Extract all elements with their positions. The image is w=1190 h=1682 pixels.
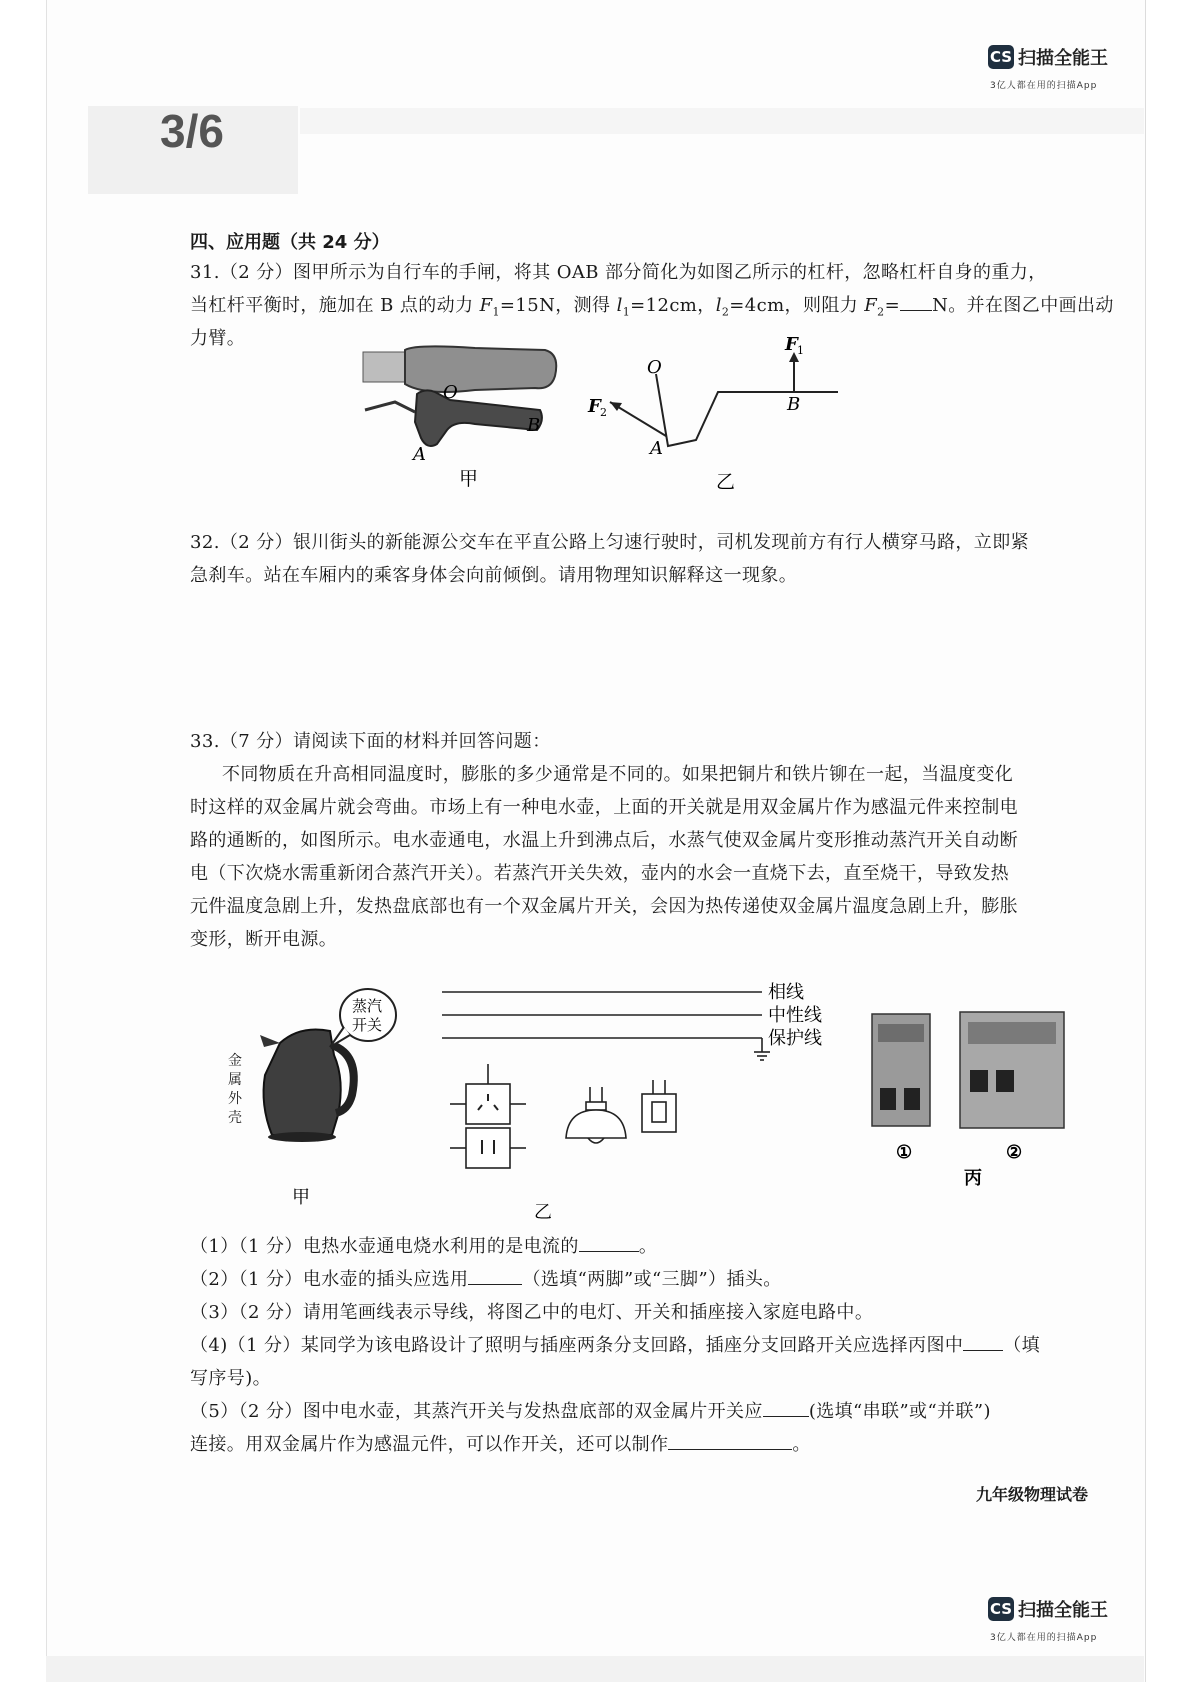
yi-label-O: O [647, 357, 662, 378]
ground-wire-label: 保护线 [768, 1028, 822, 1049]
answer-blank-sub4[interactable] [963, 1336, 1003, 1351]
f2-symbol: F [864, 295, 878, 316]
watermark-sub-bottom: 3亿人都在用的扫描App [990, 1633, 1098, 1643]
breaker-2-label: ② [1006, 1142, 1023, 1163]
kettle-body [264, 1030, 341, 1136]
shell-label-3: 外 [228, 1091, 242, 1107]
breaker-2-toggle-b [996, 1070, 1014, 1092]
neutral-wire-label: 中性线 [768, 1005, 822, 1026]
yi-label-B: B [787, 394, 801, 415]
q33-sub1 [190, 1230, 657, 1263]
q33-sub2 [190, 1263, 782, 1296]
q31-text-c: =12cm， [630, 295, 716, 316]
brake-lever-figure [355, 340, 585, 490]
grip-shape [405, 346, 556, 392]
yi-label-F1: F [785, 334, 798, 355]
bubble-text-1: 蒸汽 [352, 997, 383, 1015]
q33-para-5: 元件温度急剧上升，发热盘底部也有一个双金属片开关，会因为热传递使双金属片温度急剧上升，膨胀 [190, 896, 1018, 917]
q33-sub5-text2: 连接。用双金属片作为感温元件，可以作开关，还可以制作 [190, 1434, 669, 1455]
lamp-shade[interactable] [566, 1110, 626, 1138]
breaker-2-toggle-a [970, 1070, 988, 1092]
q32-line1: 32.（2 分）银川街头的新能源公交车在平直公路上匀速行驶时，司机发现前方有行人横穿马路，立即紧 [190, 532, 1029, 553]
q32-line2: 急刹车。站在车厢内的乘客身体会向前倾倒。请用物理知识解释这一现象。 [190, 565, 798, 586]
two-pin-socket[interactable] [466, 1128, 510, 1168]
breakers-figure [868, 1000, 1068, 1190]
kettle-base [268, 1132, 336, 1142]
yi-label-F2-sub: 2 [600, 406, 607, 419]
lever-shape [415, 390, 542, 446]
q31-line2 [190, 289, 1114, 329]
answer-blank-f2[interactable] [900, 296, 932, 311]
bubble-text-2: 开关 [352, 1016, 383, 1034]
kettle-spout [260, 1035, 280, 1047]
q31-text-e: = [884, 295, 901, 316]
f1-sub: 1 [492, 305, 500, 319]
answer-blank-sub5a[interactable] [763, 1402, 809, 1417]
l1-symbol: l [616, 295, 623, 316]
shell-label [228, 1052, 244, 1128]
breaker-1-label: ① [896, 1142, 913, 1163]
scan-band [300, 108, 1144, 134]
circuit-caption: 乙 [534, 1202, 552, 1222]
l1-sub: 1 [622, 305, 631, 319]
q33-sub1-text: （1）（1 分）电热水壶通电烧水利用的是电流的 [190, 1236, 579, 1257]
q33-sub4-cont: 写序号)。 [190, 1368, 272, 1389]
yi-caption: 乙 [716, 471, 736, 493]
q33-para-6: 变形，断开电源。 [190, 929, 338, 950]
cs-logo-icon-bottom: CS [988, 1597, 1014, 1621]
lamp-holder [586, 1102, 606, 1110]
kettle-caption: 甲 [292, 1187, 310, 1208]
q33-sub5-end: 。 [792, 1434, 811, 1455]
cs-logo-icon: CS [988, 45, 1014, 69]
jia-label-A: A [413, 444, 426, 465]
page-footer: 九年级物理试卷 [976, 1485, 1089, 1504]
section-title: 四、应用题（共 24 分） [190, 232, 390, 253]
q33-sub4-text: （4)（1 分）某同学为该电路设计了照明与插座两条分支回路，插座分支回路开关应选择丙图中 [190, 1335, 964, 1356]
q31-text-a: 当杠杆平衡时，施加在 B 点的动力 [190, 295, 480, 316]
lever-diagram [580, 330, 850, 495]
answer-blank-sub5b[interactable] [668, 1435, 792, 1450]
watermark-name: 扫描全能王 [1018, 48, 1108, 69]
yi-label-F1-sub: 1 [797, 344, 804, 357]
q33-sub4 [190, 1329, 1040, 1362]
q31-line1: 31.（2 分）图甲所示为自行车的手闸，将其 OAB 部分简化为如图乙所示的杠杆，忽略杠杆自身的重力， [190, 262, 1047, 283]
circuit-figure [440, 982, 840, 1222]
shell-label-1: 金 [228, 1053, 242, 1069]
q33-sub2-text: （2）（1 分）电水壶的插头应选用 [190, 1269, 469, 1290]
live-wire-label: 相线 [768, 982, 804, 1003]
brake-cable [365, 402, 415, 412]
page-number: 3/6 [160, 105, 224, 157]
q33-para-2: 时这样的双金属片就会弯曲。市场上有一种电水壶，上面的开关就是用双金属片作为感温元件来控制电 [190, 797, 1018, 818]
q33-para-1: 不同物质在升高相同温度时，膨胀的多少通常是不同的。如果把铜片和铁片铆在一起，当温度变化 [222, 764, 1014, 785]
f2-sub: 2 [877, 305, 885, 319]
q33-sub2-end: （选填“两脚”或“三脚”）插头。 [522, 1269, 782, 1290]
q33-sub5-cont [190, 1428, 811, 1461]
q33-sub5-text: （5）（2 分）图中电水壶，其蒸汽开关与发热盘底部的双金属片开关应 [190, 1401, 763, 1422]
f1-symbol: F [479, 295, 493, 316]
watermark-logo-top [988, 44, 1108, 70]
q31-text-d: =4cm，则阻力 [729, 295, 865, 316]
q33-line1: 33.（7 分）请阅读下面的材料并回答问题： [190, 731, 551, 752]
bottom-scan-band [46, 1656, 1144, 1682]
answer-blank-sub1[interactable] [579, 1237, 639, 1252]
q33-para-3: 路的通断的，如图所示。电水壶通电，水温上升到沸点后，水蒸气使双金属片变形推动蒸汽开关自动断 [190, 830, 1018, 851]
q33-para-4: 电（下次烧水需重新闭合蒸汽开关）。若蒸汽开关失效，壶内的水会一直烧下去，直至烧干，导致发热 [190, 863, 1009, 884]
q33-sub4-mid: （填 [1003, 1335, 1041, 1356]
breaker-1-toggle-b [904, 1088, 920, 1110]
q33-sub5 [190, 1395, 991, 1428]
three-pin-socket[interactable] [466, 1084, 510, 1124]
q31-line3: 力臂。 [190, 328, 246, 349]
watermark-sub: 3亿人都在用的扫描App [990, 81, 1098, 91]
breaker-2-top [968, 1022, 1056, 1044]
watermark-logo-bottom [988, 1596, 1108, 1622]
kettle-figure [220, 985, 420, 1215]
jia-caption: 甲 [459, 468, 479, 490]
breakers-caption: 丙 [964, 1168, 982, 1189]
yi-label-F2: F [588, 396, 601, 417]
l2-sub: 2 [721, 305, 730, 319]
q33-sub3: （3）（2 分）请用笔画线表示导线，将图乙中的电灯、开关和插座接入家庭电路中。 [190, 1302, 874, 1323]
watermark-name-bottom: 扫描全能王 [1018, 1600, 1108, 1621]
q31-text-f: N。并在图乙中画出动 [932, 295, 1114, 316]
breaker-1-toggle-a [880, 1088, 896, 1110]
yi-label-A: A [650, 438, 663, 459]
q31-text-b: =15N，测得 [499, 295, 617, 316]
answer-blank-sub2[interactable] [468, 1270, 522, 1285]
l2-symbol: l [715, 295, 722, 316]
breaker-1-top [878, 1024, 924, 1042]
lever-line [656, 374, 838, 446]
f2-arrowhead [610, 402, 622, 411]
jia-label-B: B [527, 415, 541, 436]
switch-button [652, 1102, 666, 1122]
shell-label-4: 壳 [228, 1110, 242, 1126]
jia-label-O: O [443, 382, 458, 403]
q33-sub1-end: 。 [638, 1236, 658, 1257]
shell-label-2: 属 [228, 1072, 242, 1088]
q33-sub5-mid: (选填“串联”或“并联”) [808, 1401, 991, 1422]
